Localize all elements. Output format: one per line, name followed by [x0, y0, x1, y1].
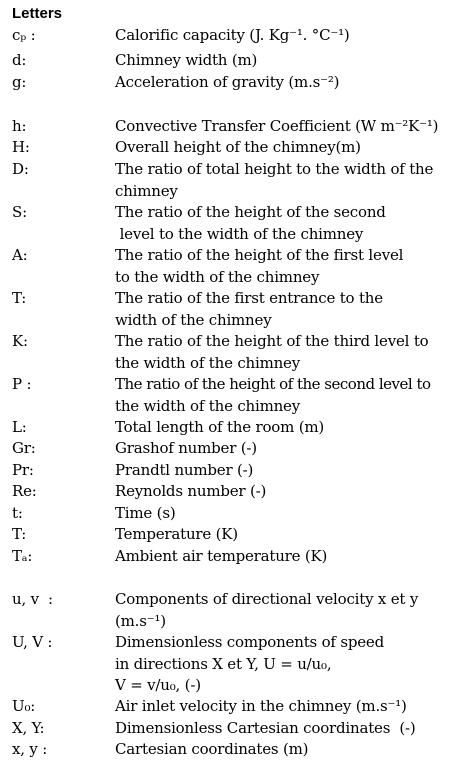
entry-description [115, 696, 465, 718]
description-line: The ratio of the first entrance to the [115, 289, 383, 307]
entry-description [115, 288, 465, 331]
description-line: The ratio of total height to the width of the [115, 160, 434, 178]
entry-symbol: H: [12, 138, 30, 156]
description-line: in directions X et Y, U = u/u₀, [115, 654, 332, 673]
entry-symbol: P : [12, 375, 32, 393]
entry-description [115, 524, 465, 546]
entry-description [115, 503, 465, 525]
entry-symbol: L: [12, 418, 27, 436]
description-line: Convective Transfer Coefficient (W m⁻²K⁻¹) [115, 117, 439, 135]
entry-description [115, 50, 465, 72]
description-line: V = v/u₀, (-) [115, 676, 201, 695]
description-line: Overall height of the chimney(m) [115, 138, 361, 156]
entry-description [115, 632, 465, 697]
entry-description [115, 460, 465, 482]
description-line: chimney [115, 181, 178, 200]
description-line: The ratio of the height of the first level [115, 246, 404, 264]
entry-description [115, 374, 465, 417]
entry-symbol: Pr: [12, 461, 34, 479]
entry-symbol: T: [12, 525, 27, 543]
section-heading: Letters [12, 5, 63, 22]
entry-symbol: A: [12, 246, 28, 264]
entry-description [115, 137, 465, 159]
entry-symbol: U, V : [12, 633, 53, 651]
entry-symbol: g: [12, 73, 27, 91]
description-line: Chimney width (m) [115, 51, 258, 69]
entry-symbol: Tₐ: [12, 547, 33, 565]
description-line: (m.s⁻¹) [115, 611, 166, 630]
entry-description [115, 481, 465, 503]
entry-description [115, 417, 465, 439]
entry-symbol: h: [12, 117, 27, 135]
entry-description [115, 438, 465, 460]
description-line: the width of the chimney [115, 353, 301, 372]
entry-symbol: K: [12, 332, 28, 350]
description-line: Components of directional velocity x et y [115, 590, 419, 608]
entry-description [115, 116, 465, 138]
description-line: The ratio of the height of the second level to [115, 375, 431, 393]
entry-symbol: t: [12, 504, 23, 522]
entry-symbol: S: [12, 203, 27, 221]
description-line: the width of the chimney [115, 396, 301, 415]
description-line: Dimensionless Cartesian coordinates (-) [115, 719, 416, 737]
entry-symbol: u, v : [12, 590, 53, 608]
entry-symbol: cₚ : [12, 26, 36, 44]
entry-description [115, 739, 465, 761]
entry-description [115, 245, 465, 288]
entry-symbol: T: [12, 289, 27, 307]
description-line: Time (s) [115, 504, 176, 522]
description-line: level to the width of the chimney [115, 224, 364, 243]
entry-symbol: D: [12, 160, 29, 178]
description-line: Reynolds number (-) [115, 482, 267, 500]
entry-description [115, 589, 465, 632]
description-line: Cartesian coordinates (m) [115, 740, 309, 758]
entry-description [115, 25, 465, 47]
entry-symbol: Re: [12, 482, 37, 500]
entry-symbol: d: [12, 51, 27, 69]
entry-description [115, 718, 465, 740]
description-line: Prandtl number (-) [115, 461, 254, 479]
entry-symbol: Gr: [12, 439, 36, 457]
entry-description [115, 159, 465, 202]
entry-symbol: U₀: [12, 697, 36, 715]
description-line: Dimensionless components of speed [115, 633, 384, 651]
description-line: Total length of the room (m) [115, 418, 325, 436]
description-line: Ambient air temperature (K) [115, 547, 328, 565]
description-line: The ratio of the height of the third level to [115, 332, 429, 350]
entry-description [115, 202, 465, 245]
entry-description [115, 546, 465, 568]
description-line: Air inlet velocity in the chimney (m.s⁻¹) [115, 697, 407, 715]
entry-description [115, 331, 465, 374]
entry-description [115, 72, 465, 94]
description-line: width of the chimney [115, 310, 272, 329]
description-line: Temperature (K) [115, 525, 238, 543]
description-line: The ratio of the height of the second [115, 203, 386, 221]
description-line: Acceleration of gravity (m.s⁻²) [115, 73, 340, 91]
description-line: to the width of the chimney [115, 267, 320, 286]
entry-symbol: x, y : [12, 740, 48, 758]
description-line: Grashof number (-) [115, 439, 257, 457]
entry-symbol: X, Y: [12, 719, 45, 737]
description-line: Calorific capacity (J. Kg⁻¹. °C⁻¹) [115, 26, 350, 44]
